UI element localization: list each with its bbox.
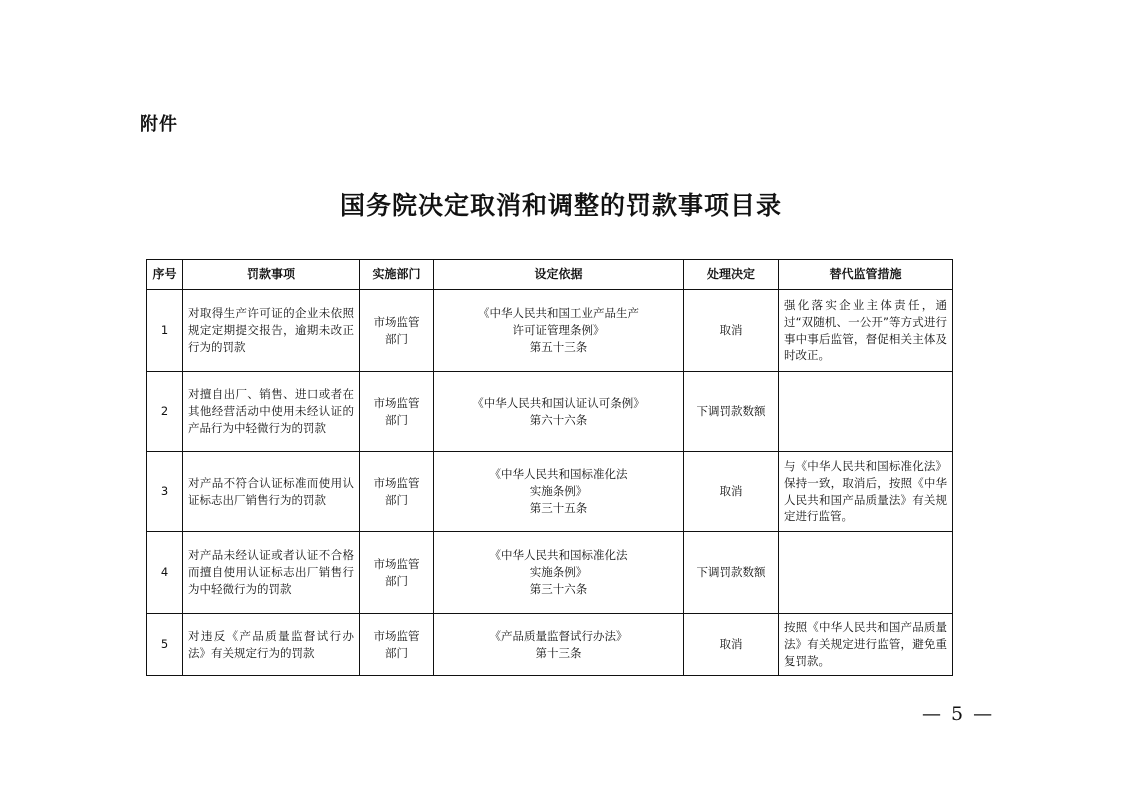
header-basis: 设定依据	[434, 260, 684, 290]
row-basis: 《中华人民共和国认证认可条例》 第六十六条	[434, 372, 684, 452]
page-number: — 5 —	[922, 703, 995, 725]
row-dept: 市场监管 部门	[360, 290, 434, 372]
row-basis: 《中华人民共和国标准化法 实施条例》 第三十六条	[434, 532, 684, 614]
row-dept: 市场监管 部门	[360, 614, 434, 676]
row-no: 4	[147, 532, 183, 614]
row-no: 5	[147, 614, 183, 676]
header-item: 罚款事项	[183, 260, 360, 290]
table-row	[147, 290, 953, 372]
row-basis: 《中华人民共和国工业产品生产 许可证管理条例》 第五十三条	[434, 290, 684, 372]
row-dept: 市场监管 部门	[360, 532, 434, 614]
table-row	[147, 614, 953, 676]
row-measure: 按照《中华人民共和国产品质量法》有关规定进行监管，避免重复罚款。	[779, 614, 953, 676]
row-item: 对产品未经认证或者认证不合格而擅自使用认证标志出厂销售行为中轻微行为的罚款	[183, 532, 360, 614]
row-measure: 与《中华人民共和国标准化法》保持一致，取消后，按照《中华人民共和国产品质量法》有关规定进行监管。	[779, 452, 953, 532]
table-header-row	[147, 260, 953, 290]
table-row	[147, 532, 953, 614]
row-decision: 取消	[684, 614, 779, 676]
row-no: 3	[147, 452, 183, 532]
row-no: 1	[147, 290, 183, 372]
row-item: 对取得生产许可证的企业未依照规定定期提交报告，逾期未改正行为的罚款	[183, 290, 360, 372]
row-decision: 取消	[684, 290, 779, 372]
row-decision: 取消	[684, 452, 779, 532]
row-dept: 市场监管 部门	[360, 452, 434, 532]
row-decision: 下调罚款数额	[684, 532, 779, 614]
header-measure: 替代监管措施	[779, 260, 953, 290]
row-measure: 强化落实企业主体责任，通过“双随机、一公开”等方式进行事中事后监管，督促相关主体及时改正。	[779, 290, 953, 372]
header-dept: 实施部门	[360, 260, 434, 290]
attachment-label: 附件	[140, 114, 178, 135]
header-no: 序号	[147, 260, 183, 290]
row-basis: 《中华人民共和国标准化法 实施条例》 第三十五条	[434, 452, 684, 532]
header-decision: 处理决定	[684, 260, 779, 290]
row-decision: 下调罚款数额	[684, 372, 779, 452]
row-item: 对违反《产品质量监督试行办法》有关规定行为的罚款	[183, 614, 360, 676]
row-basis: 《产品质量监督试行办法》 第十三条	[434, 614, 684, 676]
row-item: 对产品不符合认证标准而使用认证标志出厂销售行为的罚款	[183, 452, 360, 532]
row-item: 对擅自出厂、销售、进口或者在其他经营活动中使用未经认证的产品行为中轻微行为的罚款	[183, 372, 360, 452]
row-measure	[779, 372, 953, 452]
table-row	[147, 372, 953, 452]
row-no: 2	[147, 372, 183, 452]
row-measure	[779, 532, 953, 614]
fine-items-table	[146, 259, 953, 676]
row-dept: 市场监管 部门	[360, 372, 434, 452]
table-row	[147, 452, 953, 532]
document-title: 国务院决定取消和调整的罚款事项目录	[339, 191, 782, 220]
